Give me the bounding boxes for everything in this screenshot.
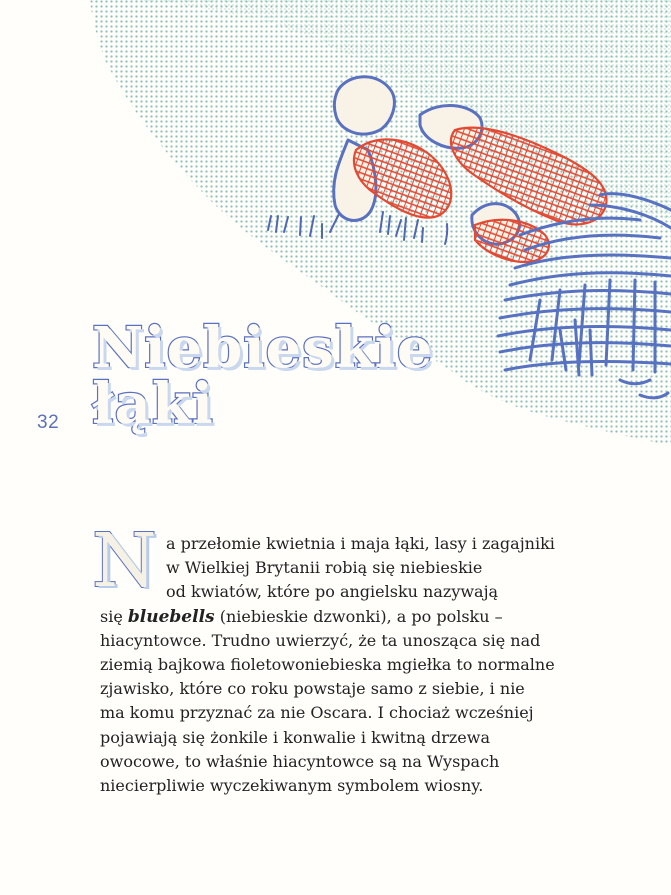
text-line-10: owocowe, to właśnie hiacyntowce są na Wyspach [100, 751, 500, 771]
text-line-2: w Wielkiej Brytanii robią się niebieskie [166, 558, 483, 578]
text-line-1: a przełomie kwietnia i maja łąki, lasy i zagajniki [166, 534, 555, 553]
text-line-6: ziemią bajkowa fioletowoniebieska mgiełka to normalne [100, 655, 555, 675]
chapter-title-line-1: Niebieskie [92, 315, 434, 381]
chapter-title-line-2: łąki [92, 371, 214, 437]
dropcap-letter: N [92, 518, 157, 604]
text-line-9: pojawiają się żonkile i konwalie i kwitną drzewa [100, 727, 490, 747]
article-body [92, 518, 560, 798]
text-line-7: zjawisko, które co roku powstaje samo z siebie, i nie [100, 679, 525, 699]
chapter-title [92, 315, 434, 437]
text-line-5: hiacyntowce. Trudno uwierzyć, że ta unosząca się nad [100, 630, 541, 650]
dropcap-box [92, 518, 164, 604]
text-line-8: ma komu przyznać za nie Oscara. I chociaż wcześniej [100, 703, 534, 723]
text-line-11: niecierpliwie wyczekiwanym symbolem wiosny. [100, 776, 484, 796]
text-line-4-end: (niebieskie dzwonki), a po polsku – [214, 606, 503, 626]
text-line-4-start: się [100, 606, 128, 626]
text-line-3: od kwiatów, które po angielsku nazywają [166, 582, 499, 602]
page-number: 32 [37, 412, 60, 433]
bluebells-term: bluebells [127, 606, 215, 627]
text-line-4 [100, 605, 560, 629]
